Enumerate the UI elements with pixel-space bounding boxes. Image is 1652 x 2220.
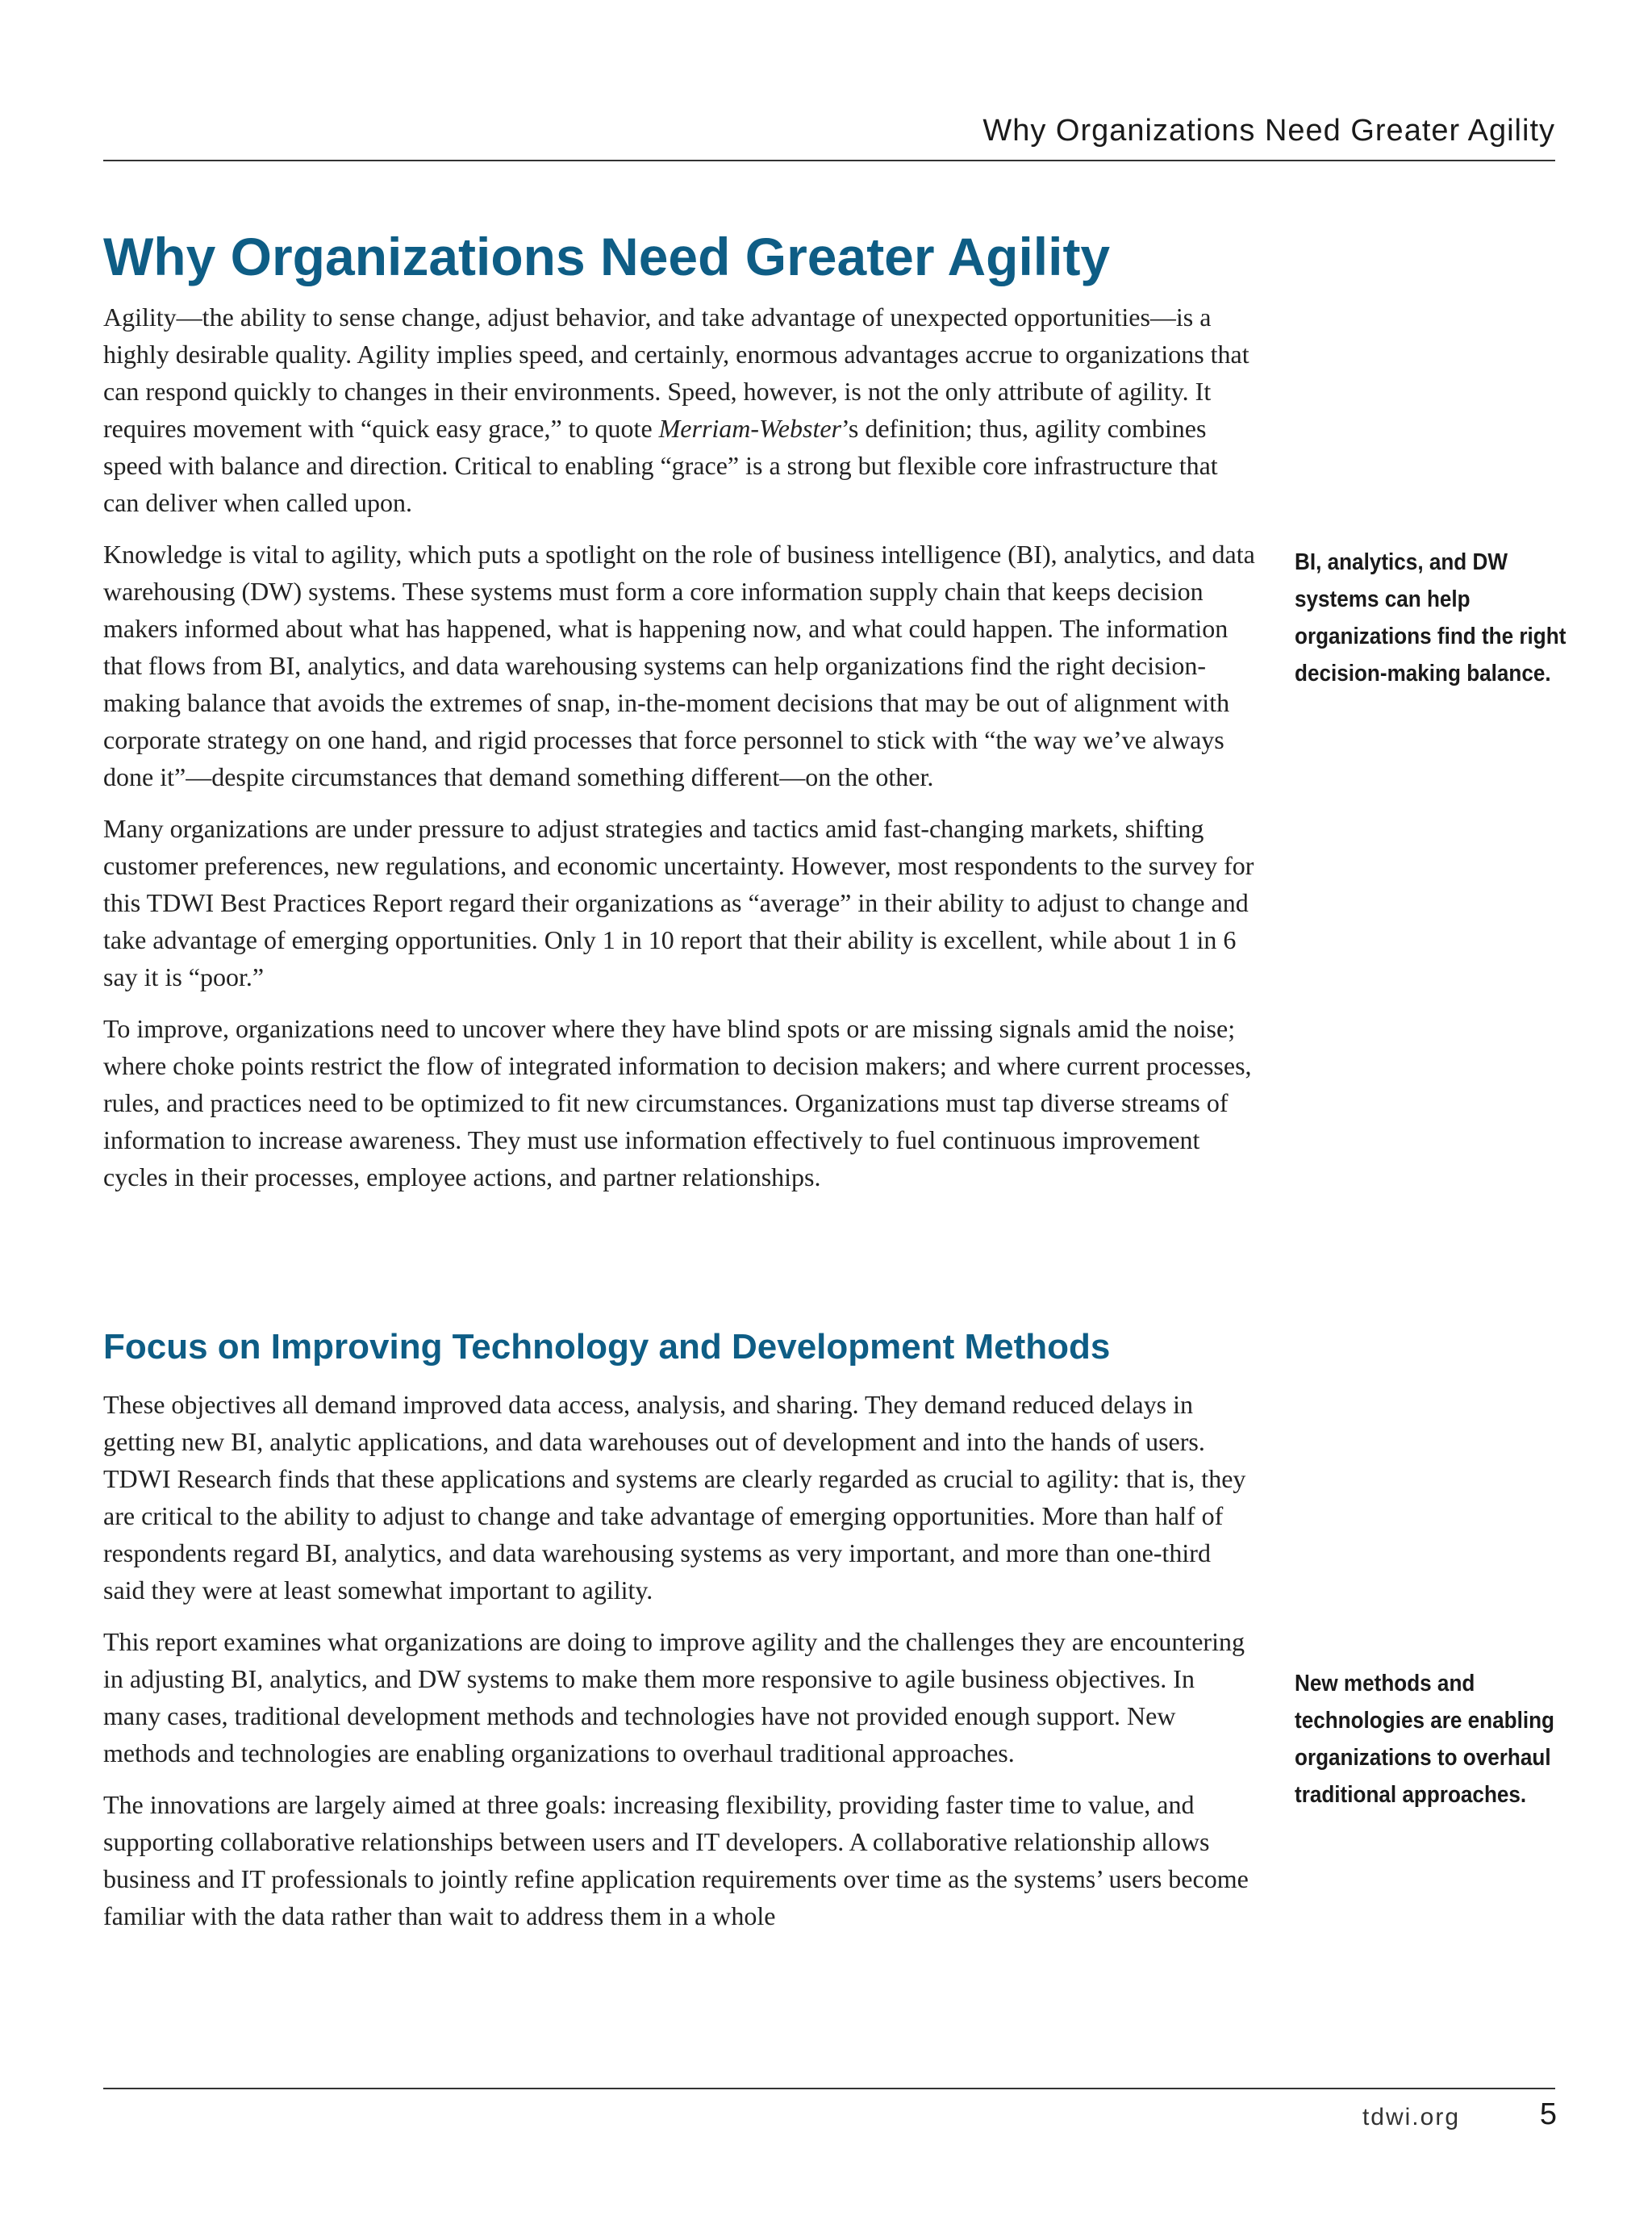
paragraph [103,298,1257,521]
page-number: 5 [1539,2097,1557,2131]
page-title: Why Organizations Need Greater Agility [103,227,1111,286]
paragraph: To improve, organizations need to uncover where they have blind spots or are missing signals amid the noise; where choke points restrict the flow of integrated information to decision makers; and where current processes, rules, and practices need to be optimized to fit new circumstances. Organizations must tap diverse streams of information to increase awareness. They must use information effectively to fuel continuous improvement cycles in their processes, employee actions, and partner relationships. [103,1014,1252,1191]
pullquote: New methods and technologies are enabling organizations to overhaul traditional approaches. [1295,1671,1554,1808]
section-agility-body [103,298,1257,1210]
section-technology-body [103,1386,1257,1949]
footer-divider [103,2088,1555,2089]
paragraph: This report examines what organizations are doing to improve agility and the challenges they are encountering in adjusting BI, analytics, and DW systems to make them more responsive to agile business objectives. In many cases, traditional development methods and technologies have not provided enough support. New methods and technologies are enabling organizations to overhaul traditional approaches. [103,1627,1245,1767]
paragraph: Many organizations are under pressure to adjust strategies and tactics amid fast-changing markets, shifting customer preferences, new regulations, and economic uncertainty. However, most respondents to the survey for this TDWI Best Practices Report regard their organizations as “average” in their ability to adjust to change and take advantage of emerging opportunities. Only 1 in 10 report that their ability is excellent, while about 1 in 6 say it is “poor.” [103,814,1254,991]
section-heading: Focus on Improving Technology and Development Methods [103,1327,1111,1367]
paragraph-text: ’s definition; thus, agility combines speed with balance and direction. Critical to enabling “grace” is a strong but flexible core infrastructure that can deliver when called upon. [103,414,1218,517]
pullquote: BI, analytics, and DW systems can help organizations find the right decision-making balance. [1295,549,1566,686]
paragraph: Knowledge is vital to agility, which puts a spotlight on the role of business intelligence (BI), analytics, and data warehousing (DW) systems. These systems must form a core information supply chain that keeps decision makers informed about what has happened, what is happening now, and what could happen. The information that flows from BI, analytics, and data warehousing systems can help organizations find the right decision-making balance that avoids the extremes of snap, in-the-moment decisions that may be out of alignment with corporate strategy on one hand, and rigid processes that force personnel to stick with “the way we’ve always done it”—despite circumstances that demand something different—on the other. [103,540,1255,791]
paragraph: The innovations are largely aimed at three goals: increasing flexibility, providing faster time to value, and supporting collaborative relationships between users and IT developers. A collaborative relationship allows business and IT professionals to jointly refine application requirements over time as the systems’ users become familiar with the data rather than wait to address them in a whole [103,1790,1249,1930]
footer-site: tdwi.org [1362,2104,1460,2130]
paragraph: These objectives all demand improved data access, analysis, and sharing. They demand reduced delays in getting new BI, analytic applications, and data warehouses out of development and into the hands of users. TDWI Research finds that these applications and systems are clearly regarded as crucial to agility: that is, they are critical to the ability to adjust to change and take advantage of emerging opportunities. More than half of respondents regard BI, analytics, and data warehousing systems as very important, and more than one-third said they were at least somewhat important to agility. [103,1390,1246,1604]
paragraph-text: Agility—the ability to sense change, adjust behavior, and take advantage of unexpected opportunities—is a highly desirable quality. Agility implies speed, and certainly, enormous advantages accrue to organizations that can respond quickly to changes in their environments. Speed, however, is not the only attribute of agility. It requires movement with “quick easy grace,” to quote [103,303,1249,443]
running-header: Why Organizations Need Greater Agility [103,110,1555,161]
italic-citation: Merriam-Webster [658,414,841,443]
